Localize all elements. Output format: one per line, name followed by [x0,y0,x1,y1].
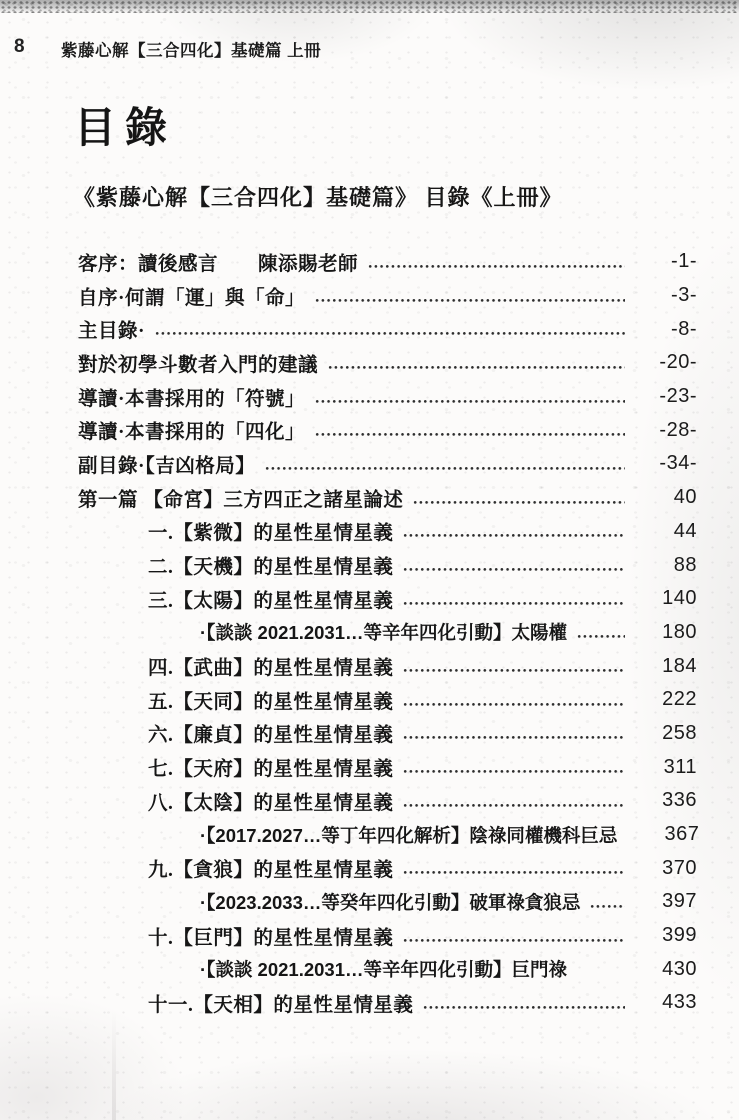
toc-entry [76,986,697,1020]
toc-entry-page-number: -23- [659,385,697,408]
dotted-leader [403,803,625,808]
dotted-leader [590,904,625,909]
dotted-leader [403,533,625,538]
scan-top-edge-artifact [0,0,739,13]
toc-entry [76,952,697,986]
toc-entry [76,784,697,818]
toc-entry-title: 導讀·本書採用的「符號」 [78,388,306,410]
toc-entry [76,245,697,279]
toc-entry [76,717,697,751]
header-page-number: 8 [14,36,25,57]
toc-entry-title: 六.【廉貞】的星性星情星義 [148,725,394,747]
dotted-leader [413,500,625,505]
toc-entry-title: ·【談談 2021.2031…等辛年四化引動】太陽權 [200,622,568,644]
toc-entry [76,683,697,717]
toc-entry-page-number: 180 [662,620,697,643]
running-header [0,36,739,60]
toc-entry [76,548,697,582]
toc-entry-title: 十一.【天相】的星性星情星義 [148,994,414,1016]
toc-entry [76,919,697,953]
dotted-leader [403,938,625,943]
toc-entry-title: 主目錄· [78,321,146,343]
toc-entry-page-number: 140 [662,587,697,610]
toc-entry-page-number: 88 [673,553,697,576]
dotted-leader [328,365,625,370]
dotted-leader [403,567,625,572]
toc-entry-title: 一.【紫微】的星性星情星義 [148,523,394,545]
dotted-leader [315,298,625,303]
toc-subtitle: 《紫藤心解【三合四化】基礎篇》 目錄《上冊》 [73,185,563,210]
dotted-leader [403,668,625,673]
toc-entry [76,515,697,549]
dotted-leader [403,769,625,774]
toc-entry-page-number: 399 [662,924,697,947]
toc-entry-title: 四.【武曲】的星性星情星義 [148,658,394,680]
toc-entry-page-number: 397 [662,890,697,913]
toc-entry-page-number: -28- [659,418,697,441]
toc-entry-page-number: 258 [662,721,697,744]
toc-entry-title: 自序·何謂「運」與「命」 [78,287,306,309]
dotted-leader [315,399,625,404]
toc-entry-page-number: -20- [659,351,697,374]
toc-entry [76,649,697,683]
toc-entry-page-number: -1- [671,250,697,273]
toc-entry [76,818,700,852]
toc-entry-page-number: 433 [662,991,697,1014]
dotted-leader [577,634,625,639]
toc-entry-page-number: 222 [662,688,697,711]
toc-entry-title: 十.【巨門】的星性星情星義 [148,927,394,949]
toc-entry-title: 客序：讀後感言 陳添賜老師 [78,253,359,275]
toc-entry [76,312,697,346]
toc-entry [76,413,697,447]
dotted-leader [315,432,625,437]
toc-entry-page-number: 40 [673,486,697,509]
dotted-leader [403,735,625,740]
toc-entry-title: ·【談談 2021.2031…等辛年四化引動】巨門祿 [200,959,568,981]
dotted-leader [403,601,625,606]
toc-entry-title: 七.【天府】的星性星情星義 [148,759,394,781]
toc-entry [76,481,697,515]
toc-entry-title: ·【2017.2027…等丁年四化解析】陰祿同權機科巨忌 [200,824,618,846]
toc-entry-page-number: -3- [671,284,697,307]
toc-entry-page-number: 370 [662,856,697,879]
toc-entry [76,750,697,784]
toc-title: 目錄 [74,106,177,152]
dotted-leader [423,1005,625,1010]
toc-entry-title: 九.【貪狼】的星性星情星義 [148,860,394,882]
toc-entry-page-number: -8- [671,317,697,340]
toc-entry [76,279,697,313]
toc-entry-title: 第一篇 【命宮】三方四正之諸星論述 [78,489,404,511]
toc-entry [76,851,697,885]
toc-entry-page-number: 44 [673,519,697,542]
toc-entry-title: 八.【太陰】的星性星情星義 [148,792,394,814]
dotted-leader [155,331,625,336]
dotted-leader [368,264,625,269]
toc-entry-page-number: 336 [662,789,697,812]
dotted-leader [403,702,625,707]
scan-fold-artifact [112,1010,116,1120]
toc-entry-title: 二.【天機】的星性星情星義 [148,557,394,579]
toc-entry-page-number: 367 [664,823,700,846]
toc-entry-title: 導讀·本書採用的「四化」 [78,422,306,444]
toc-entry [76,616,697,650]
toc-entry [76,582,697,616]
header-book-title: 紫藤心解【三合四化】基礎篇 上冊 [61,42,322,60]
toc-entry-title: ·【2023.2033…等癸年四化引動】破軍祿貪狼忌 [200,891,581,913]
dotted-leader [403,870,625,875]
toc-entry-title: 對於初學斗數者入門的建議 [78,354,319,376]
toc-entry-page-number: 311 [663,755,697,778]
dotted-leader [265,466,625,471]
toc-entry-title: 副目錄·【吉凶格局】 [78,455,256,477]
toc-entry-page-number: -34- [659,452,697,475]
toc-entry-title: 三.【太陽】的星性星情星義 [148,590,394,612]
toc-entry-page-number: 184 [662,654,697,677]
toc-entry-page-number: 430 [662,957,697,980]
toc-entry [76,346,697,380]
toc-entry [76,447,697,481]
toc-entry-title: 五.【天同】的星性星情星義 [148,691,394,713]
toc-entry [76,885,697,919]
toc-entry [76,380,697,414]
toc-list [76,245,700,1020]
